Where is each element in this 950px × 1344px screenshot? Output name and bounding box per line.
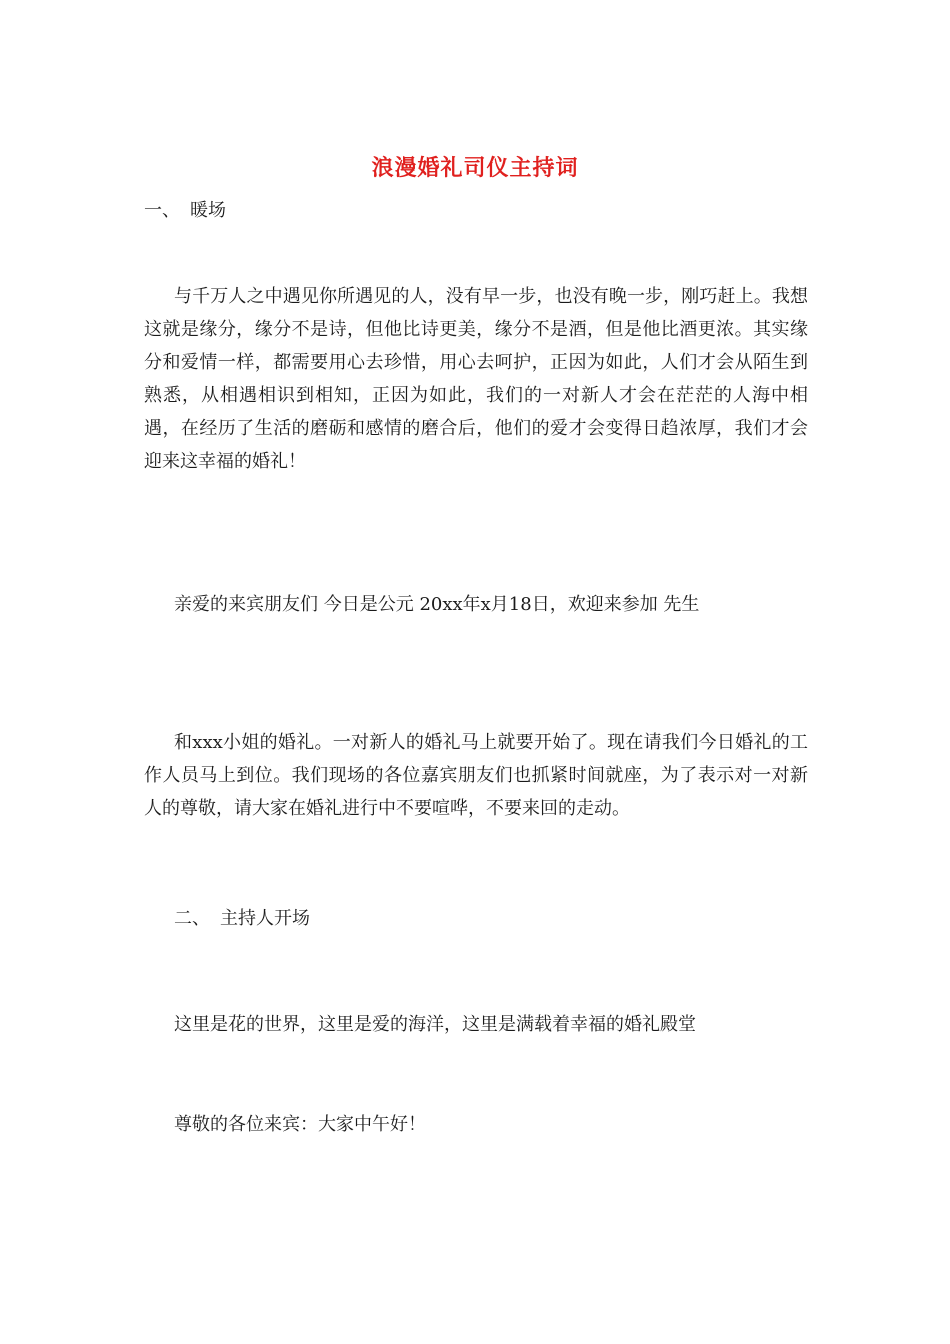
section-heading-host-opening [174,904,310,934]
section-label: 主持人开场 [220,908,310,929]
section-heading-warmup [144,196,226,226]
paragraph-fate: 与千万人之中遇见你所遇见的人，没有早一步，也没有晚一步，刚巧赶上。我想这就是缘分，缘分不是诗，但他比诗更美，缘分不是酒，但是他比酒更浓。其实缘分和爱情一样，都需要用心去珍惜，用心去呵护，正因为如此，人们才会从陌生到熟悉，从相遇相识到相知，正因为如此，我们的一对新人才会在茫茫的人海中相遇，在经历了生活的磨砺和感情的磨合后，他们的爱才会变得日趋浓厚，我们才会迎来这幸福的婚礼！ [144,286,808,472]
section-number: 一、 [144,200,180,221]
paragraph-flower-world: 这里是花的世界，这里是爱的海洋，这里是满载着幸福的婚礼殿堂 [174,1014,696,1035]
paragraph-ceremony-start: 和xxx小姐的婚礼。一对新人的婚礼马上就要开始了。现在请我们今日婚礼的工作人员马上到位。我们现场的各位嘉宾朋友们也抓紧时间就座，为了表示对一对新人的尊敬，请大家在婚礼进行中不要喧哗，不要来回的走动。 [144,732,808,819]
section-number: 二、 [174,908,210,929]
section-label: 暖场 [190,200,226,221]
document-title: 浪漫婚礼司仪主持词 [371,155,579,181]
paragraph-welcome: 亲爱的来宾朋友们 今日是公元 20xx年x月18日，欢迎来参加 先生 [174,594,700,615]
paragraph-greeting: 尊敬的各位来宾：大家中午好！ [174,1114,426,1135]
